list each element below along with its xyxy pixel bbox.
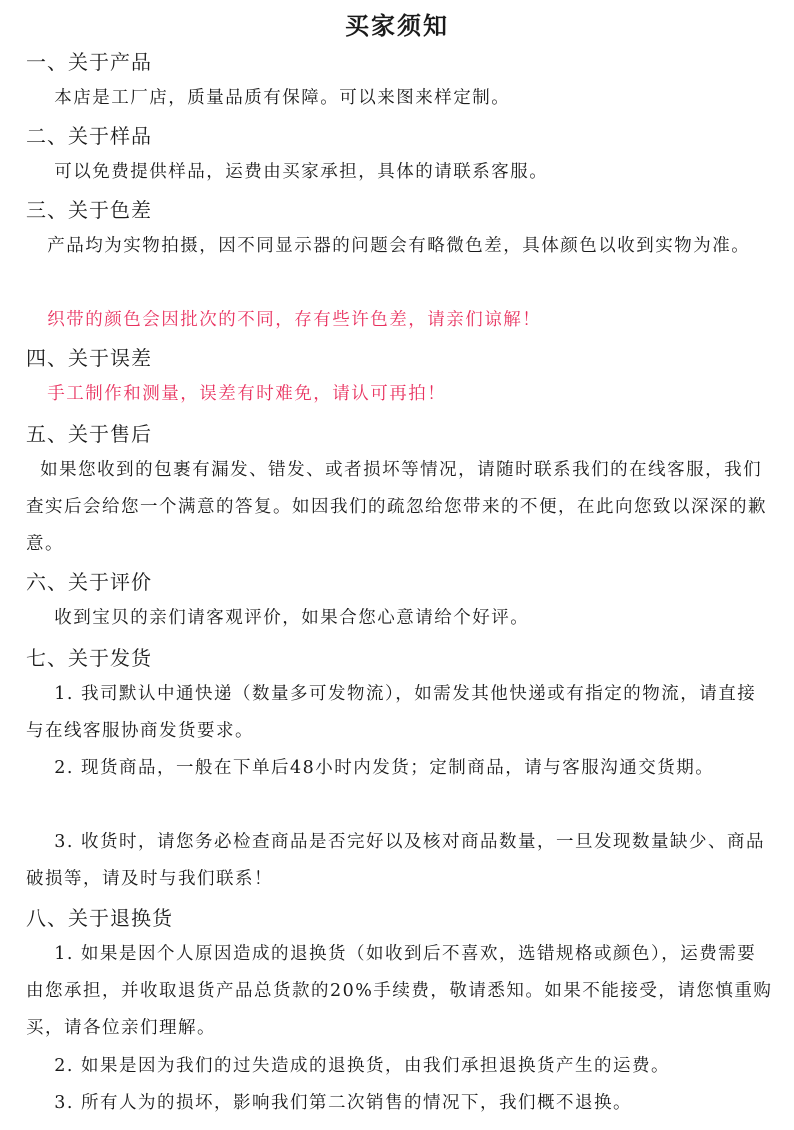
section-text-returns-1: 1. 如果是因个人原因造成的退换货（如收到后不喜欢，选错规格或颜色），运费需要由您承担，并收取退货产品总货款的20%手续费，敬请悉知。如果不能接受，请您慎重购买，请各位亲们理解。 xyxy=(26,944,773,1038)
section-warning-tolerance: 手工制作和测量，误差有时难免，请认可再拍！ xyxy=(26,384,447,404)
section-text-shipping-2: 2. 现货商品，一般在下单后48小时内发货；定制商品，请与客服沟通交货期。 xyxy=(26,758,715,778)
section-text-samples: 可以免费提供样品，运费由买家承担，具体的请联系客服。 xyxy=(26,162,549,182)
section-heading-samples: 二、关于样品 xyxy=(26,124,152,148)
section-heading-reviews: 六、关于评价 xyxy=(26,570,152,594)
section-heading-tolerance: 四、关于误差 xyxy=(26,346,152,370)
section-text-shipping-1: 1. 我司默认中通快递（数量多可发物流），如需发其他快递或有指定的物流，请直接与在线客服协商发货要求。 xyxy=(26,684,757,741)
section-heading-color-difference: 三、关于色差 xyxy=(26,198,152,222)
section-text-after-sales: 如果您收到的包裹有漏发、错发、或者损坏等情况，请随时联系我们的在线客服，我们查实后会给您一个满意的答复。如因我们的疏忽给您带来的不便，在此向您致以深深的歉意。 xyxy=(26,460,767,554)
section-heading-returns: 八、关于退换货 xyxy=(26,906,173,930)
section-heading-after-sales: 五、关于售后 xyxy=(26,422,152,446)
section-text-products: 本店是工厂店，质量品质有保障。可以来图来样定制。 xyxy=(26,88,511,108)
page-title: 买家须知 xyxy=(345,12,449,40)
section-text-color-difference: 产品均为实物拍摄，因不同显示器的问题会有略微色差，具体颜色以收到实物为准。 xyxy=(26,236,751,256)
section-text-returns-3: 3. 所有人为的损坏，影响我们第二次销售的情况下，我们概不退换。 xyxy=(26,1093,633,1113)
section-text-returns-2: 2. 如果是因为我们的过失造成的退换货，由我们承担退换货产生的运费。 xyxy=(26,1056,671,1076)
section-text-reviews: 收到宝贝的亲们请客观评价，如果合您心意请给个好评。 xyxy=(26,608,530,628)
section-warning-color-difference: 织带的颜色会因批次的不同，存有些许色差，请亲们谅解！ xyxy=(26,310,542,330)
section-text-shipping-3: 3. 收货时，请您务必检查商品是否完好以及核对商品数量，一旦发现数量缺少、商品破损等，请及时与我们联系！ xyxy=(26,832,766,889)
section-heading-shipping: 七、关于发货 xyxy=(26,646,152,670)
section-heading-products: 一、关于产品 xyxy=(26,50,152,74)
